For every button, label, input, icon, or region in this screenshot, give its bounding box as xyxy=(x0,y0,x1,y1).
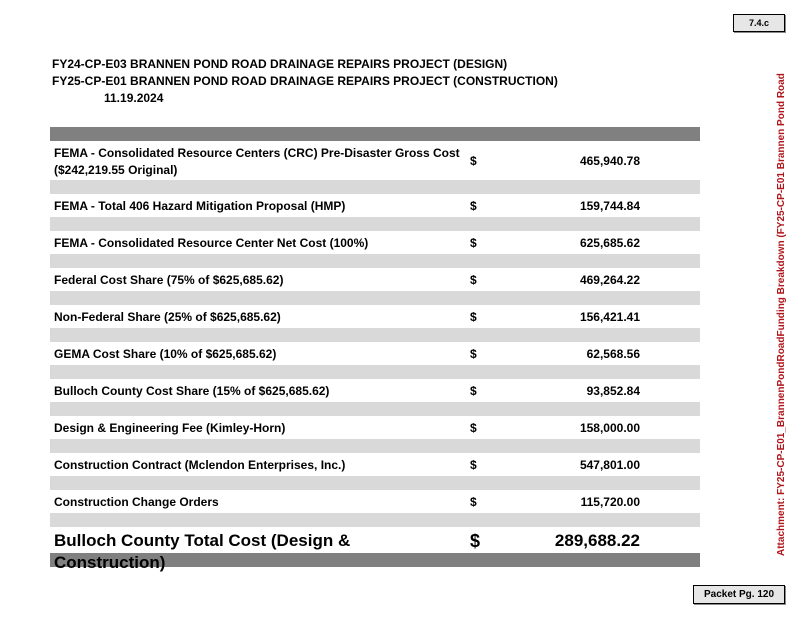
row-label: FEMA - Total 406 Hazard Mitigation Proposal (HMP) xyxy=(54,199,346,213)
row-separator xyxy=(50,476,700,490)
currency-symbol: $ xyxy=(470,154,477,168)
currency-symbol: $ xyxy=(470,531,481,551)
currency-symbol: $ xyxy=(470,421,477,435)
currency-symbol: $ xyxy=(470,236,477,250)
row-separator xyxy=(50,328,700,342)
table-row xyxy=(50,342,700,365)
row-label: Non-Federal Share (25% of $625,685.62) xyxy=(54,310,281,324)
packet-page-label: Packet Pg. 120 xyxy=(693,585,785,604)
row-label: Design & Engineering Fee (Kimley-Horn) xyxy=(54,421,286,435)
row-separator xyxy=(50,402,700,416)
section-tag: 7.4.c xyxy=(733,14,785,32)
row-separator xyxy=(50,180,700,194)
table-row xyxy=(50,231,700,254)
table-row xyxy=(50,379,700,402)
heading-line-construction: FY25-CP-E01 BRANNEN POND ROAD DRAINAGE REPAIRS PROJECT (CONSTRUCTION) xyxy=(52,74,558,88)
row-amount: 93,852.84 xyxy=(586,384,640,398)
funding-breakdown-table xyxy=(50,127,700,572)
currency-symbol: $ xyxy=(470,458,477,472)
row-label: Construction Contract (Mclendon Enterprises, Inc.) xyxy=(54,458,346,472)
currency-symbol: $ xyxy=(470,495,477,509)
table-row xyxy=(50,453,700,476)
attachment-side-note: Attachment: FY25-CP-E01_BrannenPondRoadFunding Breakdown (FY25-CP-E01 Brannen Pond Road xyxy=(776,73,787,556)
table-row xyxy=(50,194,700,217)
table-row xyxy=(50,268,700,291)
row-separator xyxy=(50,217,700,231)
row-amount: 159,744.84 xyxy=(579,199,640,213)
row-amount: 156,421.41 xyxy=(579,310,640,324)
row-amount: 547,801.00 xyxy=(579,458,640,472)
currency-symbol: $ xyxy=(470,273,477,287)
table-row xyxy=(50,141,700,180)
currency-symbol: $ xyxy=(470,384,477,398)
row-amount: 469,264.22 xyxy=(579,273,640,287)
total-row xyxy=(50,527,700,572)
row-label: Construction Change Orders xyxy=(54,495,219,509)
row-label: FEMA - Consolidated Resource Centers (CRC) Pre-Disaster Gross Cost ($242,219.55 Original) xyxy=(54,146,460,177)
currency-symbol: $ xyxy=(470,310,477,324)
row-amount: 115,720.00 xyxy=(580,495,640,509)
heading-date: 11.19.2024 xyxy=(104,91,164,105)
row-label: Federal Cost Share (75% of $625,685.62) xyxy=(54,273,284,287)
row-separator xyxy=(50,439,700,453)
row-label: FEMA - Consolidated Resource Center Net Cost (100%) xyxy=(54,236,369,250)
currency-symbol: $ xyxy=(470,347,477,361)
row-separator xyxy=(50,513,700,527)
row-amount: 158,000.00 xyxy=(579,421,640,435)
table-row xyxy=(50,490,700,513)
table-row xyxy=(50,416,700,439)
row-amount: 62,568.56 xyxy=(586,347,640,361)
table-header-band xyxy=(50,127,700,141)
currency-symbol: $ xyxy=(470,199,477,213)
row-separator xyxy=(50,254,700,268)
total-label: Bulloch County Total Cost (Design & Construction) xyxy=(54,531,351,572)
row-label: Bulloch County Cost Share (15% of $625,685.62) xyxy=(54,384,330,398)
row-amount: 625,685.62 xyxy=(579,236,640,250)
row-label: GEMA Cost Share (10% of $625,685.62) xyxy=(54,347,277,361)
row-separator xyxy=(50,291,700,305)
document-heading xyxy=(52,56,558,107)
row-amount: 465,940.78 xyxy=(579,154,640,168)
heading-line-design: FY24-CP-E03 BRANNEN POND ROAD DRAINAGE REPAIRS PROJECT (DESIGN) xyxy=(52,57,508,71)
row-separator xyxy=(50,365,700,379)
table-row xyxy=(50,305,700,328)
total-amount: 289,688.22 xyxy=(554,531,640,550)
